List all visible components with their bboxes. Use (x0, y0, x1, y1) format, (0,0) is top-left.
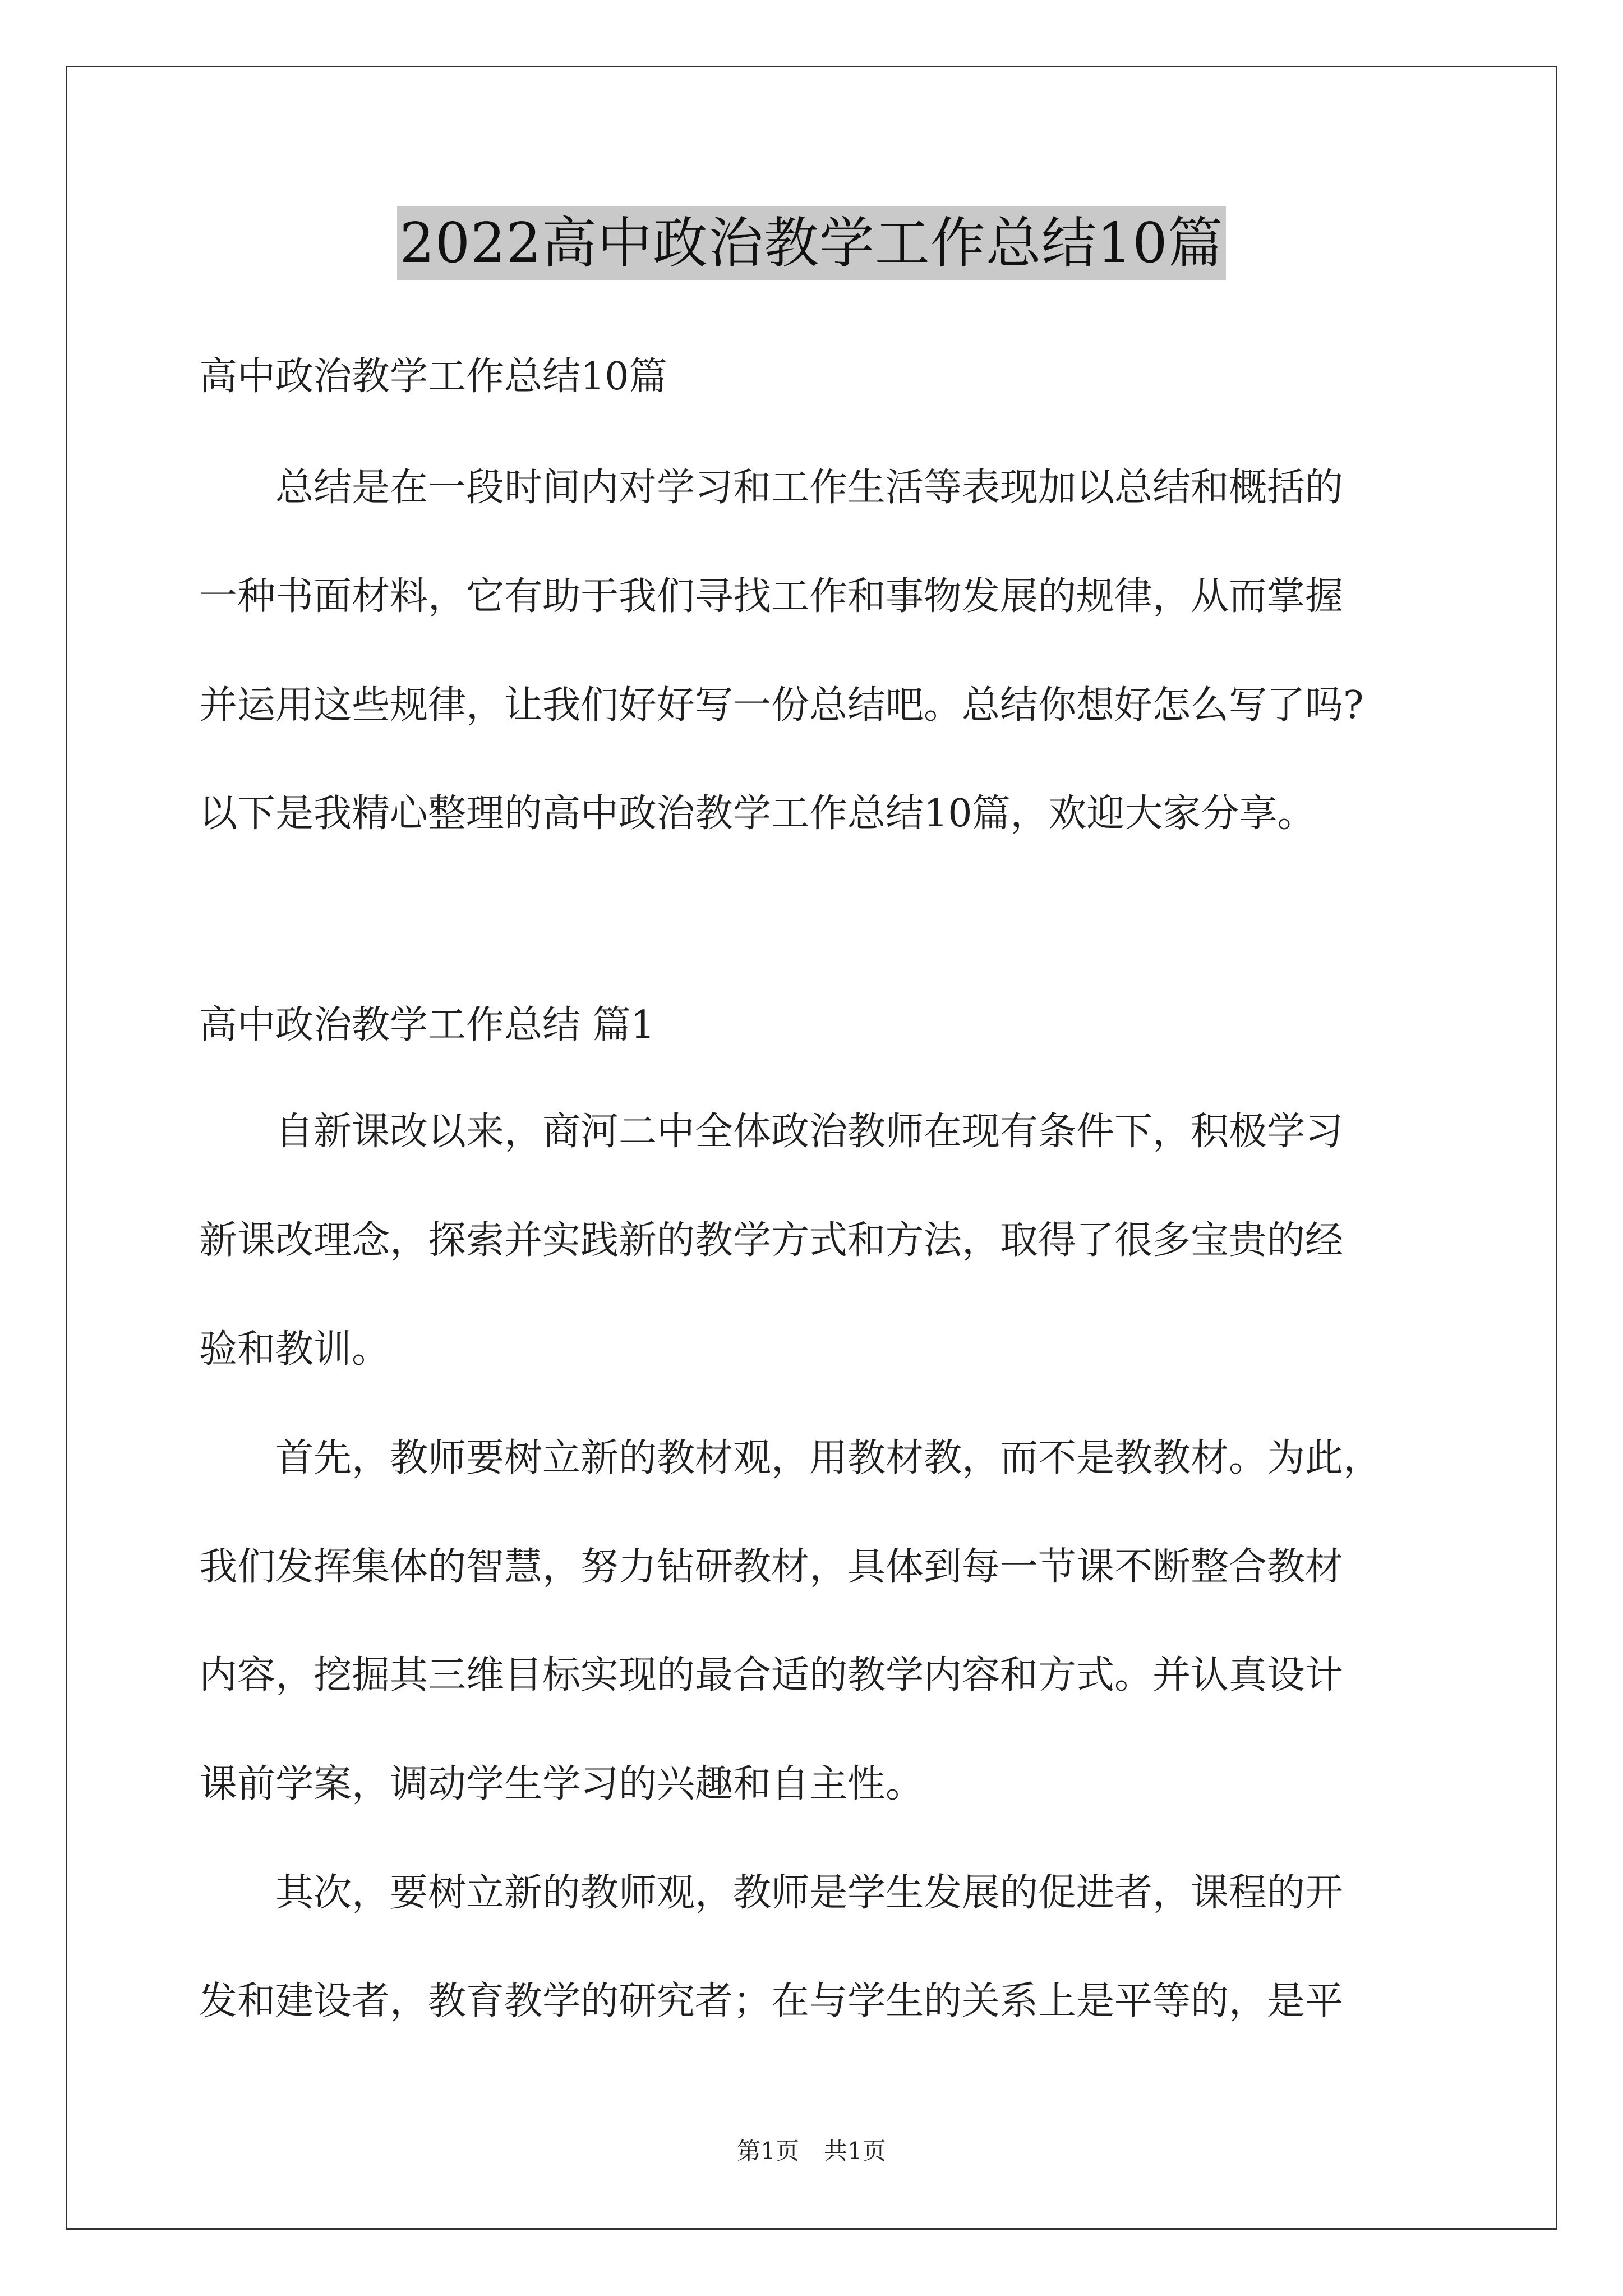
page-number: 第1页 (737, 2137, 799, 2165)
document-title: 2022高中政治教学工作总结10篇 (397, 206, 1225, 280)
body-line: 内容，挖掘其三维目标实现的最合适的教学内容和方式。并认真设计 (199, 1653, 1344, 1697)
body-line: 其次，要树立新的教师观，教师是学生发展的促进者，课程的开 (199, 1871, 1344, 1915)
body-line: 课前学案，调动学生学习的兴趣和自主性。 (199, 1762, 924, 1806)
body-line: 新课改理念，探索并实践新的教学方式和方法，取得了很多宝贵的经 (199, 1218, 1344, 1263)
body-line: 首先，教师要树立新的教材观，用教材教，而不是教教材。为此， (199, 1436, 1382, 1480)
body-line: 发和建设者，教育教学的研究者；在与学生的关系上是平等的，是平 (199, 1979, 1344, 2023)
body-line: 验和教训。 (199, 1327, 390, 1372)
title-container (0, 206, 1623, 280)
subtitle-line: 高中政治教学工作总结10篇 (199, 355, 667, 399)
body-line: 自新课改以来，商河二中全体政治教师在现有条件下，积极学习 (199, 1110, 1344, 1154)
body-line: 并运用这些规律，让我们好好写一份总结吧。总结你想好怎么写了吗? (199, 683, 1364, 728)
body-line: 我们发挥集体的智慧，努力钻研教材，具体到每一节课不断整合教材 (199, 1545, 1344, 1589)
page-total: 共1页 (824, 2137, 886, 2165)
body-line: 以下是我精心整理的高中政治教学工作总结10篇，欢迎大家分享。 (199, 792, 1316, 836)
body-line: 总结是在一段时间内对学习和工作生活等表现加以总结和概括的 (199, 466, 1344, 510)
section-heading: 高中政治教学工作总结 篇1 (199, 1003, 655, 1047)
page-footer (0, 2137, 1623, 2165)
body-line: 一种书面材料，它有助于我们寻找工作和事物发展的规律，从而掌握 (199, 574, 1344, 619)
